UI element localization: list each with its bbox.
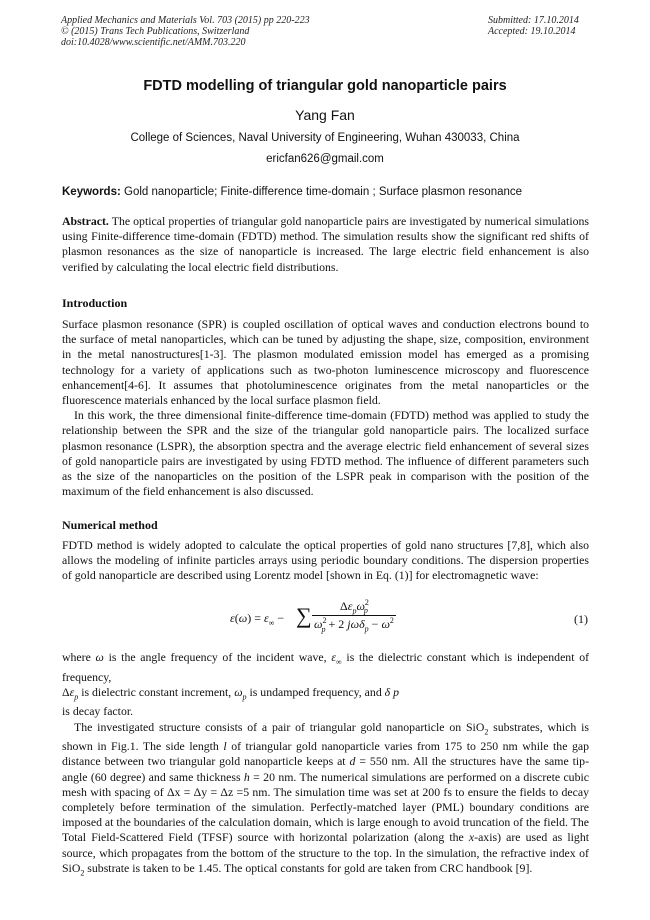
equation-number: (1) [574, 612, 588, 626]
accepted-date: Accepted: 19.10.2014 [488, 26, 576, 37]
lorentz-equation: $\varepsilon(\omega) = \varepsilon_\infty$ − ∑ $\Delta\varepsilon_p\omega^2_p$ $\omega^2_p + 2$ $j\omega\delta_p - \omega^2$ [230, 598, 394, 634]
keywords-text: Gold nanoparticle; Finite-difference time-domain ; Surface plasmon resonance [124, 186, 523, 198]
paper-title: FDTD modelling of triangular gold nanoparticle pairs [143, 78, 507, 94]
author-name: Yang Fan [295, 107, 355, 123]
numerical-method-heading: Numerical method [62, 518, 158, 532]
journal-header [61, 15, 310, 48]
numerical-method-paragraph-2: where ω is the angle frequency of the incident wave, $\varepsilon_\infty$ is the dielectric constant which is independent of frequency, $\Delta\varepsilon_p$ is dielectric constant increment, $\omega_p$ is undamped frequency, and δ p is decay factor. The investigated structure consists of a pair of triangular gold nanoparticle on SiO$_2$ substrates, which is shown in Fig.1. The side length l of triangular gold nanoparticle varies from 175 to 250 nm while the gap distance between two triangular gold nanoparticle keeps at d = 550 nm. All the structures have the same tip-angle (60 degree) and same thickness h = 20 nm. The numerical simulations are performed on a discrete cubic mesh with spacing of Δx = Δy = Δz =5 nm. The simulation time was set at 200 fs to ensure the fields to decay completely before termination of the simulation. Perfectly-matched layer (PML) boundary conditions are imposed at the boundaries of the calculation domain, which is large enough to avoid truncation of the field. The Total Field-Scattered Field (TFSF) source with horizontal polarization (along the x-axis) are used as light source, which propagates from the bottom of the structure to the top. In the simulation, the refractive index of SiO$_2$ substrate is taken to be 1.45. The optical constants for gold are taken from CRC handbook [9]. [62, 650, 590, 878]
author-email[interactable]: ericfan626@gmail.com [266, 153, 384, 165]
affiliation: College of Sciences, Naval University of Engineering, Wuhan 430033, China [130, 132, 520, 144]
doi-line[interactable]: doi:10.4028/www.scientific.net/AMM.703.220 [61, 37, 246, 48]
numerical-method-paragraph-1: FDTD method is widely adopted to calculate the optical properties of gold nano structures [7,8], which also allows the modeling of infinite particles arrays using periodic boundary conditions. The dispersion properties of gold nanoparticle are described using Lorentz model [shown in Eq. (1)] for electromagnetic wave: [62, 538, 589, 583]
intro-paragraph-1: Surface plasmon resonance (SPR) is coupled oscillation of optical waves and conduction electrons bound to the surface of metal nanoparticles, which can be tuned by adjusting the shape, size, composition, environment in the metal nanostructures[1-3]. The plasmon modulated emission model has emerged as a promising technology for a variety of applications such as two-photon luminescence microscopy and fluorescence enhancement[4-6]. It assumes that photoluminescence originates from the metal nanoparticles or the fluorescence materials enhanced by the local surface plasmon field. [62, 317, 589, 408]
journal-citation: Applied Mechanics and Materials Vol. 703 (2015) pp 220-223 [61, 15, 310, 26]
abstract-text: The optical properties of triangular gold nanoparticle pairs are investigated by numerical simulations using Finite-difference time-domain (FDTD) method. The simulation results show the significant red shifts of plasmon resonances as the size of nanoparticle is increased. The large electric field enhancement is also verified by calculating the local electric field distributions. [62, 214, 589, 274]
intro-paragraph-2: In this work, the three dimensional finite-difference time-domain (FDTD) method was applied to study the relationship between the SPR and the size of the triangular gold nanoparticle pairs. The localized surface plasmon resonance (LSPR), the absorption spectra and the average electric field enhancement of several sizes of gold nanoparticle pairs are investigated by using FDTD method. The influence of different parameters such as the size of the nanoparticles on the position of the LSPR peak in comparison with the position of the maximum of the field enhancement is also discussed. [62, 408, 589, 499]
abstract-label: Abstract. [62, 214, 109, 228]
introduction-body [62, 317, 589, 499]
dates-header [488, 15, 579, 37]
copyright-line: © (2015) Trans Tech Publications, Switzerland [61, 26, 250, 37]
keywords-label: Keywords: [62, 186, 121, 198]
introduction-heading: Introduction [62, 296, 128, 310]
abstract [62, 214, 589, 275]
keywords [62, 186, 592, 198]
submitted-date: Submitted: 17.10.2014 [488, 15, 579, 26]
